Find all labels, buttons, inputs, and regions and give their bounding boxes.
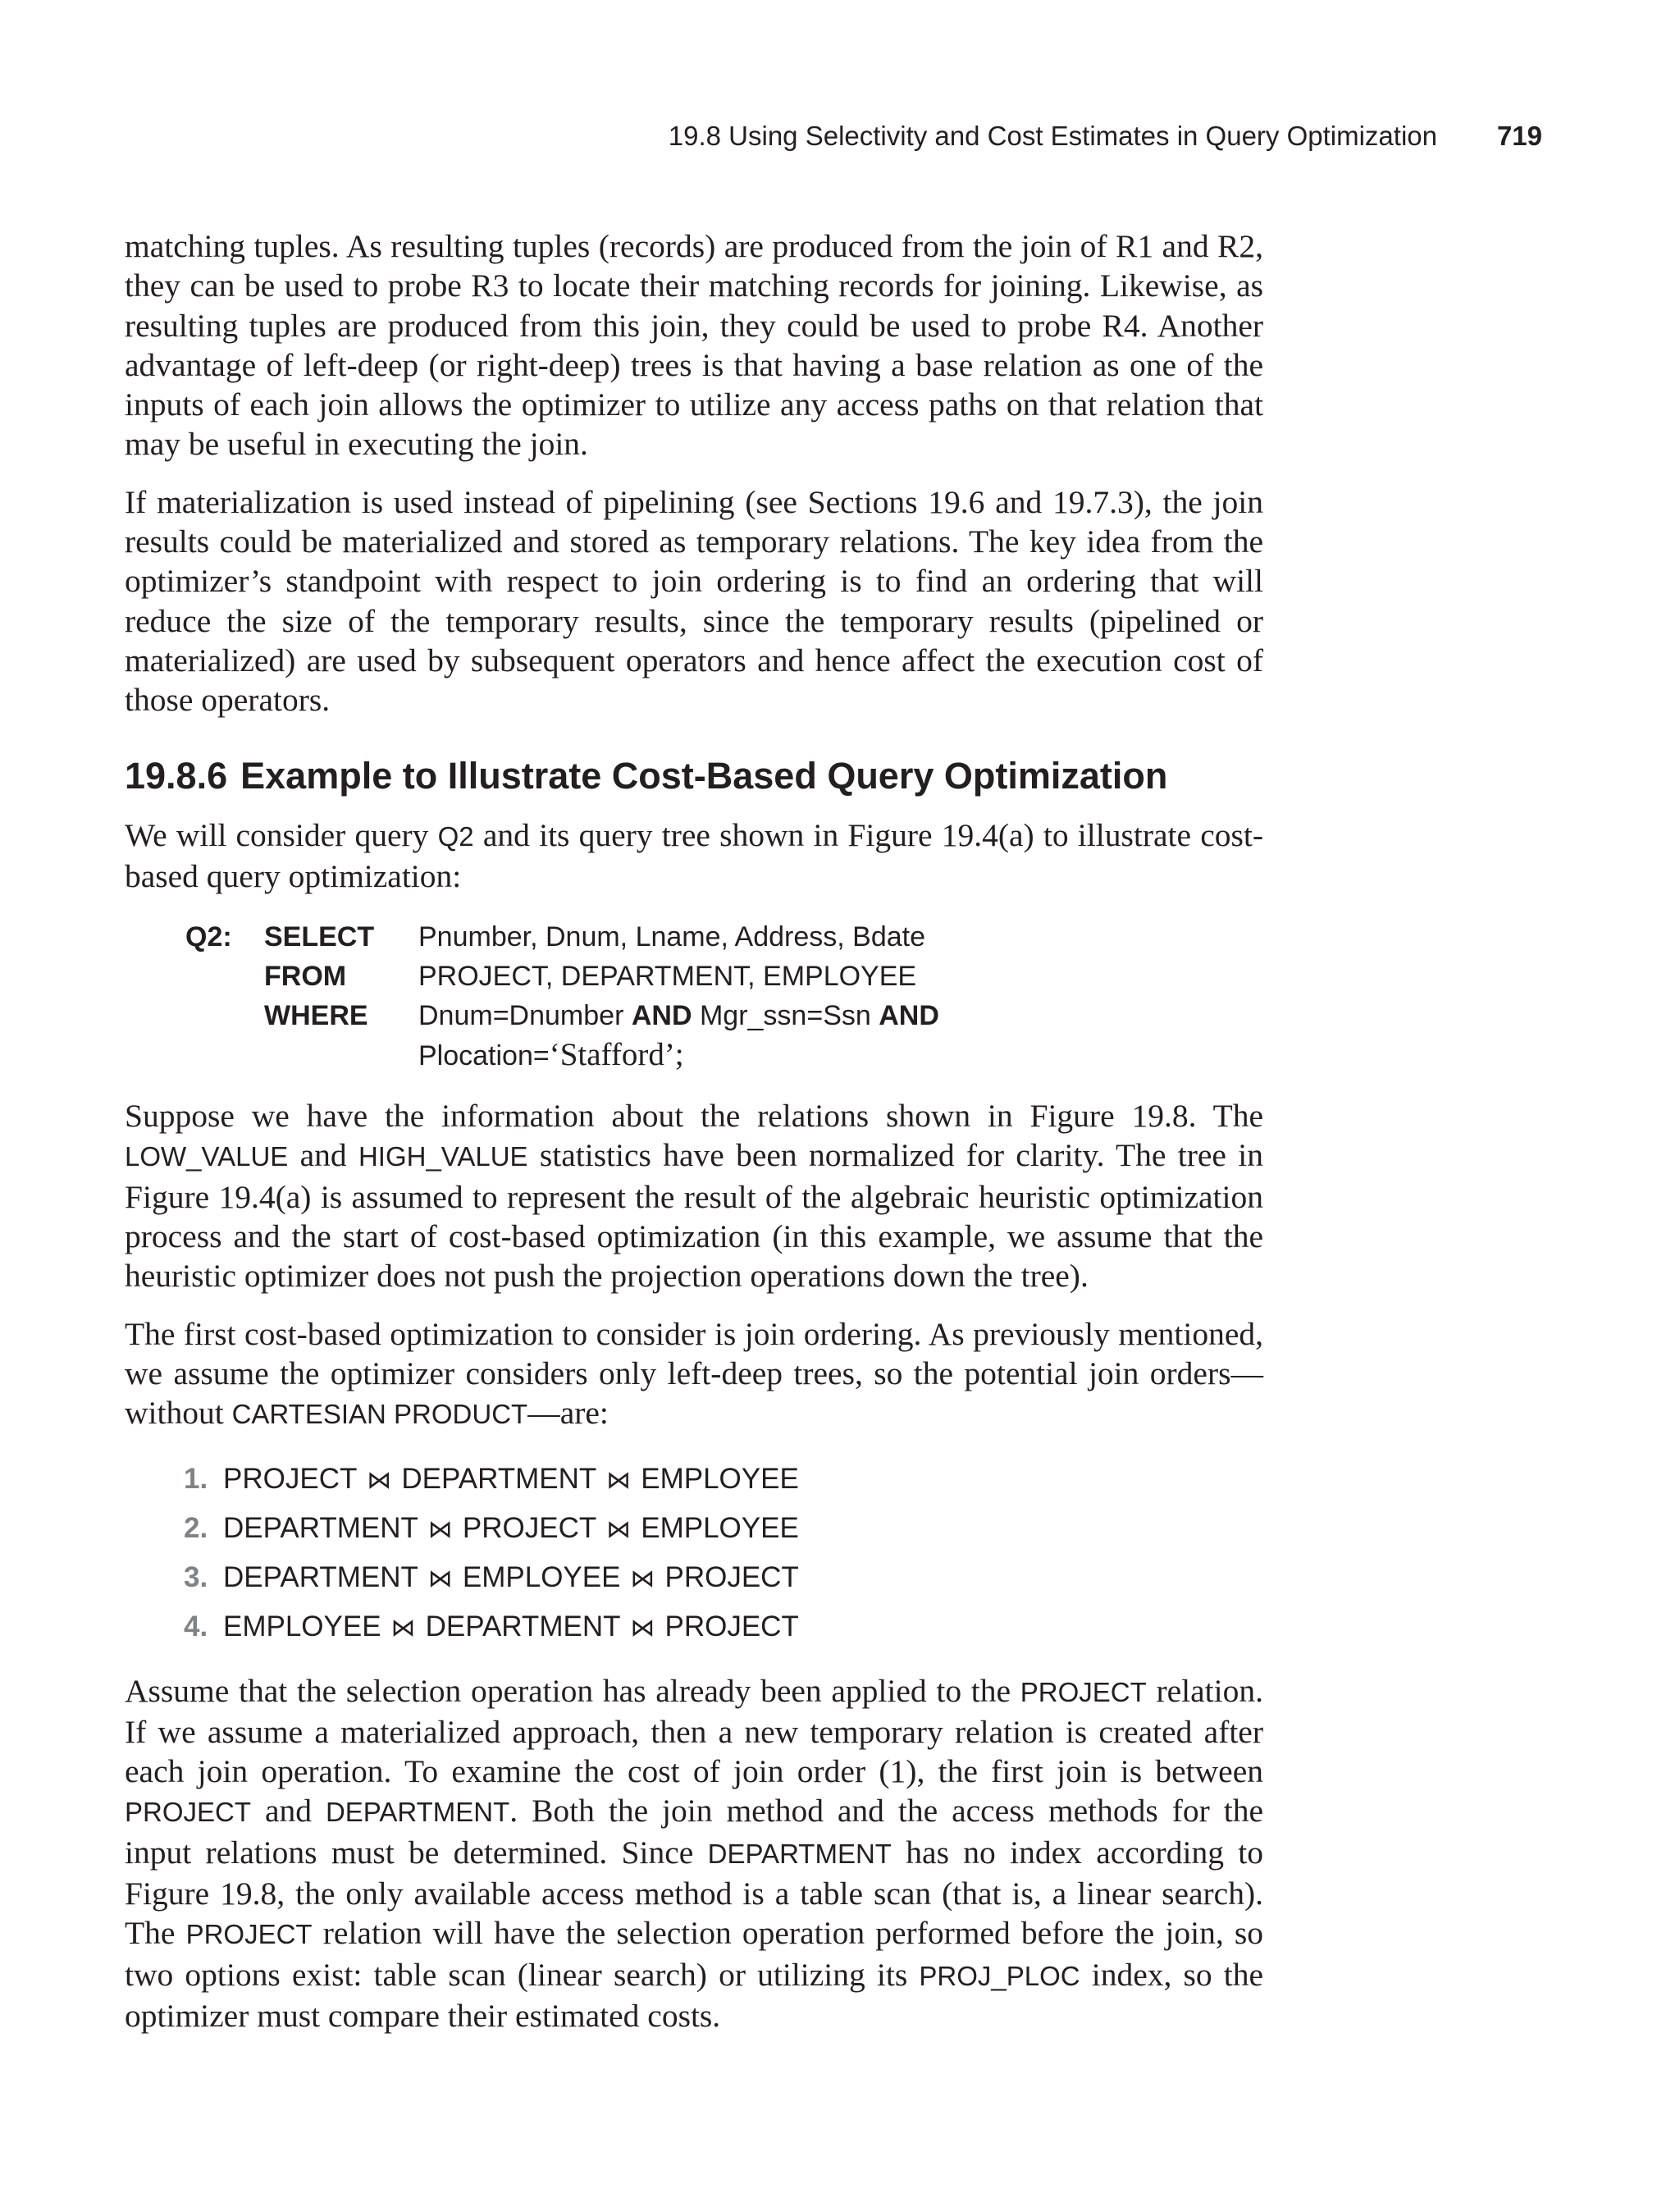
running-title: 19.8 Using Selectivity and Cost Estimates in Query Optimization (668, 121, 1437, 151)
relation-ref: PROJECT (1020, 1676, 1147, 1707)
paragraph-left-deep-trees: matching tuples. As resulting tuples (records) are produced from the join of R1 and R2, they can be used to probe R3 to locate their matching records for joining. Likewise, as resulting tuples are produced from this join, they could be used to probe R4. Another advantage of left-deep (or right-deep) trees is that having a base relation as one of the inputs of each join allows the optimizer to utilize any access paths on that relation that may be useful in executing the join. (125, 228, 1263, 463)
plocation-condition (418, 1035, 1263, 1075)
query-where-row (185, 996, 1263, 1035)
paragraph-relation-statistics (125, 1096, 1263, 1295)
join-symbol-icon: ⋈ (606, 1465, 632, 1495)
text-run: and (251, 1793, 326, 1830)
condition-text: Mgr_ssn=Ssn (692, 1000, 879, 1032)
query-ref: Q2 (437, 820, 474, 852)
join-symbol-icon: ⋈ (427, 1514, 453, 1544)
text-run: The first cost-based optimization to consider is join ordering. As previously mentioned, we assume the optimizer considers only left-deep trees, so the potential join orders—without (125, 1315, 1263, 1432)
query-select-row (185, 917, 1263, 957)
where-keyword: WHERE (264, 1000, 368, 1032)
text-run: . Both the join method and the access methods for the input relations must be determined. Since (125, 1793, 1263, 1871)
relation-name: PROJECT (223, 1462, 358, 1495)
page-body (125, 226, 1263, 2035)
index-ref: PROJ_PLOC (919, 1960, 1080, 1991)
join-symbol-icon: ⋈ (367, 1465, 392, 1495)
relation-name: DEPARTMENT (223, 1560, 418, 1593)
text-run: and its query tree shown in Figure 19.4(a) to illustrate cost-based query optimization: (125, 816, 1263, 894)
query-where-continuation-row (185, 1035, 1263, 1075)
and-keyword: AND (879, 1000, 939, 1032)
running-header (0, 120, 1542, 161)
join-symbol-icon: ⋈ (606, 1514, 632, 1544)
join-symbol-icon: ⋈ (427, 1564, 453, 1593)
query-from-row (185, 957, 1263, 996)
relation-name: EMPLOYEE (641, 1462, 799, 1495)
item-number: 3. (184, 1560, 208, 1593)
text-run: relation will have the selection operation performed before the join, so two options exist: table scan (linear search) or utilizing its (125, 1915, 1263, 1993)
condition-text: Plocation= (418, 1040, 550, 1072)
text-run: —are: (527, 1395, 609, 1432)
join-symbol-icon: ⋈ (390, 1613, 416, 1642)
join-order-item (184, 1553, 1263, 1602)
attribute-ref: LOW_VALUE (125, 1141, 289, 1172)
join-order-item (184, 1455, 1263, 1504)
from-relations: PROJECT, DEPARTMENT, EMPLOYEE (418, 961, 917, 993)
paragraph-selection-applied (125, 1671, 1263, 2036)
relation-name: DEPARTMENT (223, 1511, 418, 1544)
item-number: 1. (184, 1462, 208, 1495)
join-symbol-icon: ⋈ (630, 1613, 655, 1642)
join-order-list (184, 1455, 1263, 1652)
text-run: has no index according to Figure 19.8, the only available access method is a table scan (that is, a linear search). The (125, 1834, 1264, 1952)
relation-name: EMPLOYEE (462, 1560, 621, 1593)
relation-ref: PROJECT (185, 1919, 313, 1950)
join-order-item (184, 1602, 1263, 1652)
page-number: 719 (1496, 121, 1542, 151)
item-number: 2. (184, 1511, 208, 1544)
select-keyword: SELECT (264, 921, 375, 953)
condition-text: Dnum=Dnumber (418, 1000, 632, 1032)
join-symbol-icon: ⋈ (630, 1564, 655, 1593)
section-number: 19.8.6 (125, 754, 228, 797)
select-attributes: Pnumber, Dnum, Lname, Address, Bdate (418, 921, 926, 953)
relation-name: DEPARTMENT (401, 1462, 597, 1495)
where-conditions (418, 996, 1263, 1035)
relation-name: PROJECT (462, 1511, 597, 1544)
relation-ref: PROJECT (125, 1797, 252, 1828)
relation-name: DEPARTMENT (425, 1610, 621, 1642)
paragraph-join-ordering (125, 1314, 1263, 1435)
relation-name: EMPLOYEE (641, 1511, 799, 1544)
section-heading (125, 753, 1263, 799)
text-run: We will consider query (125, 816, 438, 853)
relation-ref: DEPARTMENT (325, 1797, 510, 1828)
query-q2-block (185, 917, 1263, 1075)
text-run: statistics have been normalized for clarity. The tree in Figure 19.4(a) is assumed to represent the result of the algebraic heuristic optimization process and the start of cost-based optimization (in this example, we assume that the heuristic optimizer does not push the projection operations down the tree). (125, 1137, 1263, 1295)
paragraph-materialization: If materialization is used instead of pipelining (see Sections 19.6 and 19.7.3), the join results could be materialized and stored as temporary relations. The key idea from the optimizer’s standpoint with respect to join ordering is to find an ordering that will reduce the size of the temporary results, since the temporary results (pipelined or materialized) are used by subsequent operators and hence affect the execution cost of those operators. (125, 483, 1263, 719)
text-run: Assume that the selection operation has already been applied to the (125, 1672, 1020, 1709)
from-keyword: FROM (264, 961, 347, 993)
text-run: and (288, 1137, 358, 1174)
paragraph-consider-query (125, 815, 1263, 897)
relation-name: PROJECT (664, 1560, 799, 1593)
condition-literal: ‘Stafford’; (549, 1037, 684, 1073)
operation-ref: CARTESIAN PRODUCT (231, 1399, 528, 1430)
and-keyword: AND (631, 1000, 692, 1032)
relation-name: PROJECT (664, 1610, 799, 1642)
section-title: Example to Illustrate Cost-Based Query Optimization (240, 754, 1168, 797)
text-run: Suppose we have the information about the relations shown in Figure 19.8. The (125, 1098, 1263, 1135)
text-run: relation. If we assume a materialized approach, then a new temporary relation is created after each join operation. To examine the cost of join order (1), the first join is between (125, 1672, 1263, 1790)
join-order-item (184, 1504, 1263, 1553)
relation-name: EMPLOYEE (223, 1610, 381, 1642)
text-run: index, so the optimizer must compare their estimated costs. (125, 1956, 1263, 2034)
item-number: 4. (184, 1610, 208, 1642)
query-label: Q2: (185, 921, 232, 953)
attribute-ref: HIGH_VALUE (358, 1141, 528, 1172)
relation-ref: DEPARTMENT (707, 1838, 892, 1869)
